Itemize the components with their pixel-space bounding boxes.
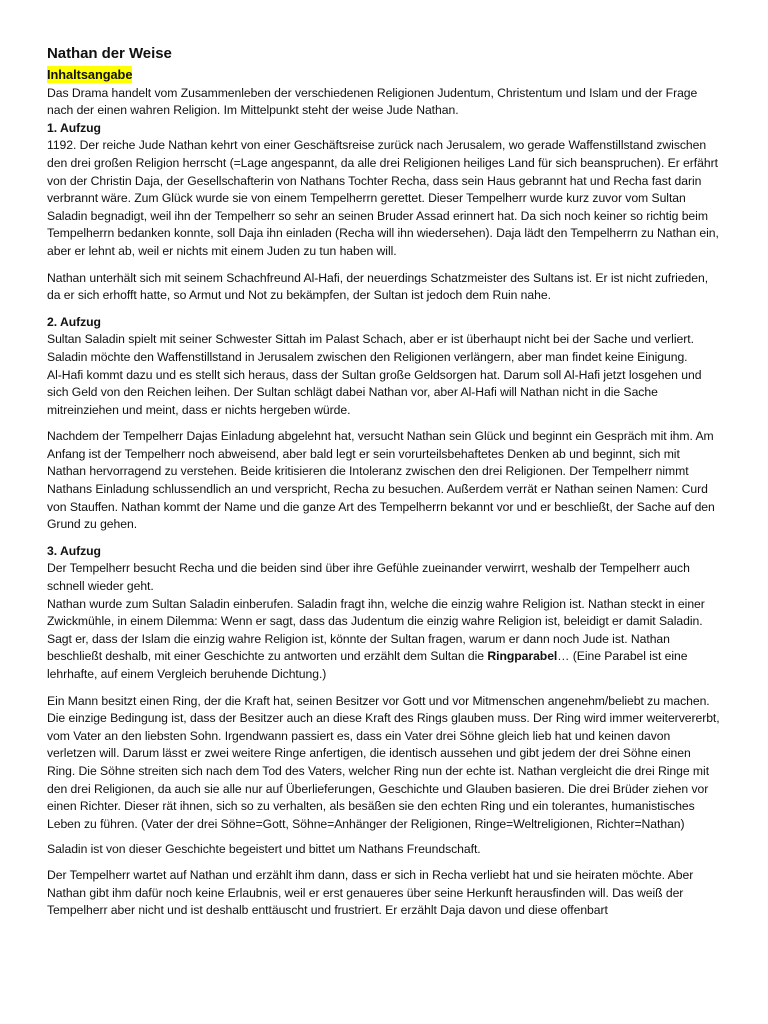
- document-title: Nathan der Weise: [47, 45, 172, 62]
- act3-paragraph-2: [47, 596, 721, 684]
- act3-paragraph-1: Der Tempelherr besucht Recha und die beiden sind über ihre Gefühle zueinander verwirrt, weshalb der Tempelherr auch schnell wieder geht.: [47, 561, 690, 594]
- document-subtitle: Inhaltsangabe: [47, 67, 133, 82]
- act1-paragraph-2: Nathan unterhält sich mit seinem Schachfreund Al-Hafi, der neuerdings Schatzmeister des Sultans ist. Er ist nicht zufrieden, da er sich erhofft hatte, so Armut und Not zu bekämpfen, der Sultan ist jedoch dem Ruin nahe.: [47, 270, 709, 303]
- act3-paragraph-3: Ein Mann besitzt einen Ring, der die Kraft hat, seinen Besitzer vor Gott und vor Mitmenschen angenehm/beliebt zu machen. Die einzige Bedingung ist, dass der Besitzer auch an diese Kraft des Rings glauben muss. Der Ring wird immer weitervererbt, vom Vater an den liebsten Sohn. Irgendwann passiert es, dass ein Vater drei Söhne gleich lieb hat und keinen davon verletzen will. Darum lässt er zwei weitere Ringe anfertigen, die identisch aussehen und gibt jedem der drei Söhne einen Ring. Die Söhne streiten sich nach dem Tod des Vaters, welcher Ring nun der echte ist. Nathan vergleicht die drei Ringe mit den drei Religionen, da auch sie alle nur auf Überlieferungen, Geschichte und Glauben basieren. Die drei Brüder ziehen vor einen Richter. Dieser rät ihnen, sich so zu verhalten, als besäßen sie den echten Ring und ein tolerantes, humanistisches Leben zu führen. (Vater der drei Söhne=Gott, Söhne=Anhänger der Religionen, Ringe=Weltreligionen, Richter=Nathan): [47, 693, 720, 831]
- document-body: [47, 44, 721, 920]
- act3-heading: 3. Aufzug: [47, 543, 101, 558]
- act3-paragraph-2-text: Nathan wurde zum Sultan Saladin einberufen. Saladin fragt ihn, welche die einzig wahre Religion ist. Nathan steckt in einer Zwickmühle, in einem Dilemma: Wenn er sagt, dass das Judentum die einzig wahre Religion ist, beleidigt er damit Saladin. Sagt er, dass der Islam die einzig wahre Religion ist, könnte der Sultan fragen, warum er dann noch Jude ist. Nathan beschließt deshalb, mit einer Geschichte zu antworten und erzählt dem Sultan die: [47, 596, 705, 664]
- ringparabel-term: Ringparabel: [487, 649, 558, 664]
- act2-paragraph-1: Sultan Saladin spielt mit seiner Schwester Sittah im Palast Schach, aber er ist überhaupt nicht bei der Sache und verliert. Saladin möchte den Waffenstillstand in Jerusalem zwischen den Religionen verlängern, aber man findet keine Einigung.: [47, 332, 694, 364]
- act2-paragraph-3: Nachdem der Tempelherr Dajas Einladung abgelehnt hat, versucht Nathan sein Glück und beginnt ein Gespräch mit ihm. Am Anfang ist der Tempelherr noch abweisend, aber bald legt er sein vorurteilsbehaftetes Denken ab und beginnt, sich mit Nathan hervorragend zu verstehen. Beide kritisieren die Intoleranz zwischen den drei Religionen. Der Tempelherr nimmt Nathans Einladung schlussendlich an und verspricht, Recha zu besuchen. Außerdem verrät er Nathan seinen Namen: Curd von Stauffen. Nathan kommt der Name und die ganze Art des Tempelherrn bekannt vor und er beschließt, der Sache auf den Grund zu gehen.: [47, 429, 715, 532]
- act3-paragraph-5: Der Tempelherr wartet auf Nathan und erzählt ihm dann, dass er sich in Recha verliebt hat und sie heiraten möchte. Aber Nathan gibt ihm dafür noch keine Erlaubnis, weil er erst genaueres über seine Herkunft herausfinden will. Das weiß der Tempelherr aber nicht und ist deshalb enttäuscht und frustriert. Er erzählt Daja davon und diese offenbart: [47, 867, 694, 918]
- intro-paragraph: Das Drama handelt vom Zusammenleben der verschiedenen Religionen Judentum, Christentum und Islam und der Frage nach der einen wahren Religion. Im Mittelpunkt steht der weise Jude Nathan.: [47, 85, 698, 118]
- act1-paragraph-1: 1192. Der reiche Jude Nathan kehrt von einer Geschäftsreise zurück nach Jerusalem, wo gerade Waffenstillstand zwischen den drei großen Religion herrscht (=Lage angespannt, da alle drei Religionen heiliges Land für sich beanspruchen). Er erfährt von der Christin Daja, der Gesellschafterin von Nathans Tochter Recha, dass sein Haus gebrannt hat und Recha fast darin verbrannt wäre. Zum Glück wurde sie von einem Tempelherrn gerettet. Dieser Tempelherr wurde kurz zuvor vom Sultan Saladin begnadigt, weil ihn der Tempelherr so sehr an seinen Bruder Assad erinnert hat. Da sich noch keiner so richtig beim Tempelherrn bedanken konnte, soll Daja ihn einladen (Recha will ihn wiedersehen). Daja lädt den Tempelherrn zu Nathan ein, aber er lehnt ab, weil er nichts mit einem Juden zu tun haben will.: [47, 138, 719, 258]
- act3-paragraph-2-tail: … (Eine Parabel ist eine lehrhafte, auf einem Vergleich beruhende Dichtung.): [47, 649, 688, 681]
- act1-heading: 1. Aufzug: [47, 120, 101, 135]
- act2-heading: 2. Aufzug: [47, 314, 101, 329]
- act3-paragraph-4: Saladin ist von dieser Geschichte begeistert und bittet um Nathans Freundschaft.: [47, 842, 481, 857]
- act2-paragraph-2: Al-Hafi kommt dazu und es stellt sich heraus, dass der Sultan große Geldsorgen hat. Darum soll Al-Hafi jetzt losgehen und sich Geld von den Reichen leihen. Der Sultan schlägt dabei Nathan vor, aber Al-Hafi will Nathan nicht in die Sache mitreinziehen und meint, dass er nichts hergeben würde.: [47, 367, 702, 417]
